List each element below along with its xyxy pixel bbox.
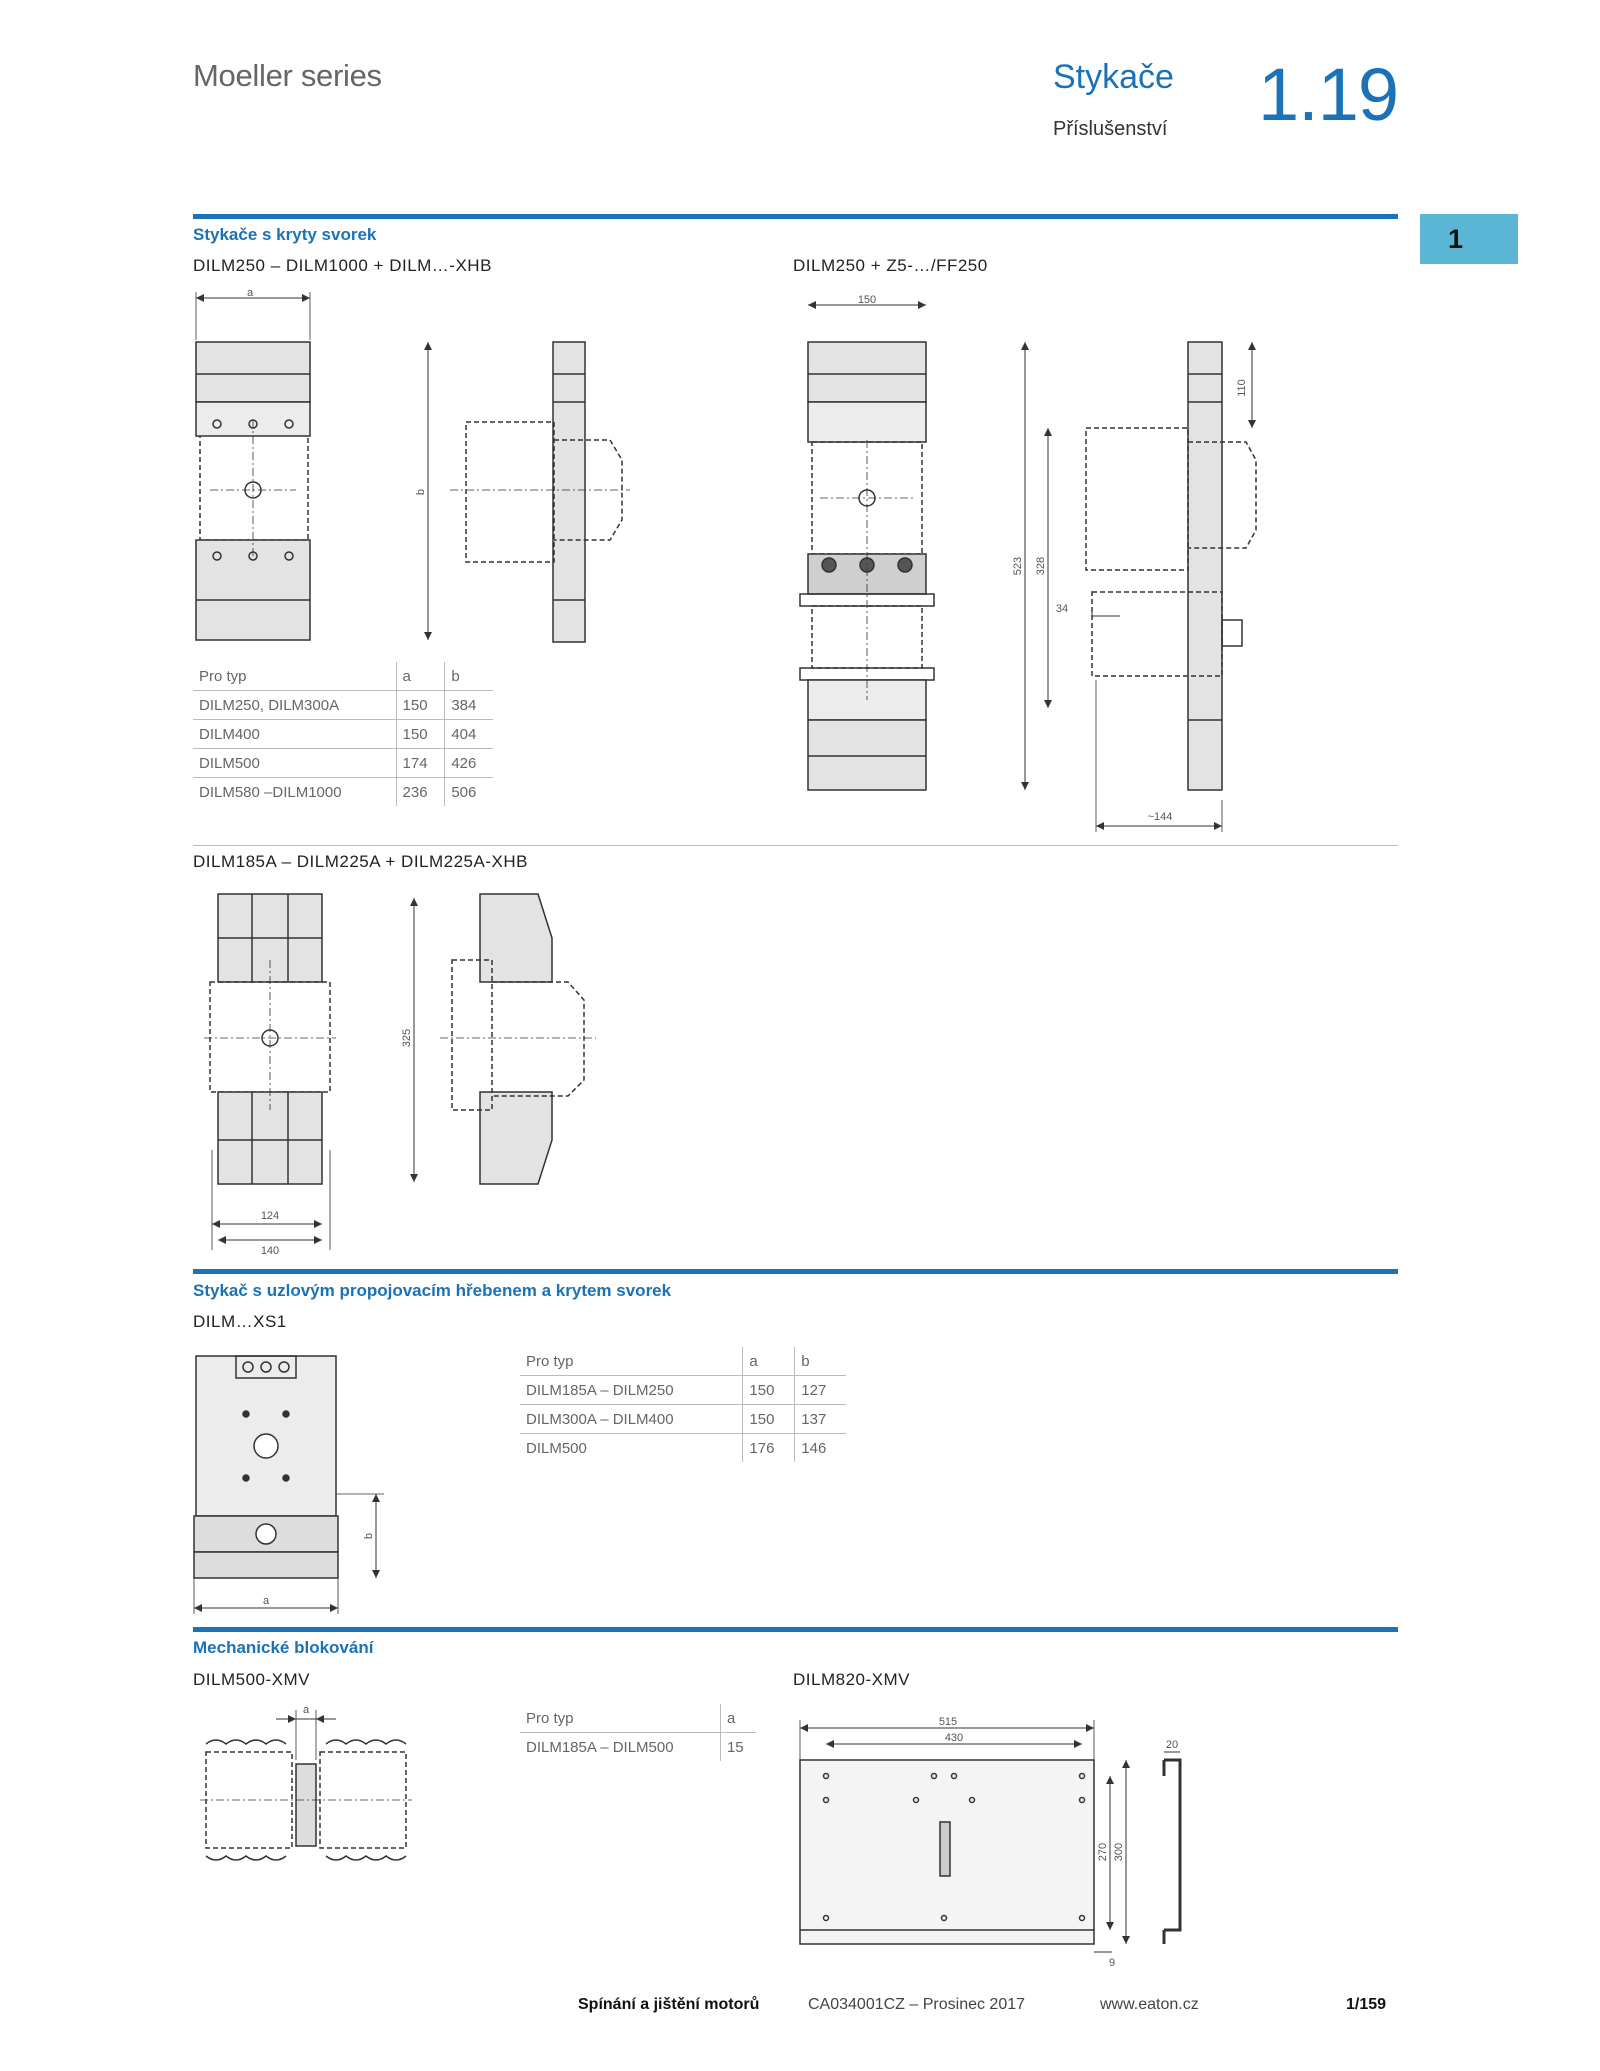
table-row [193, 778, 493, 807]
footer-title: Spínání a jištění motorů [578, 1996, 760, 2013]
table-cell: 404 [445, 720, 493, 749]
svg-text:b: b [415, 488, 427, 496]
table-header: Pro typ [520, 1347, 743, 1376]
table-cell: 150 [743, 1405, 795, 1434]
table-cell: DILM500 [193, 749, 396, 778]
spec-table-terminal-covers [193, 662, 493, 806]
svg-text:140: 140 [260, 1245, 280, 1257]
svg-text:270: 270 [1097, 1842, 1109, 1862]
table-cell: DILM580 –DILM1000 [199, 783, 342, 801]
table-cell: 15 [720, 1733, 756, 1762]
page-number: 1.19 [1258, 53, 1399, 136]
svg-text:430: 430 [944, 1732, 964, 1744]
table-header: a [396, 662, 445, 691]
svg-text:300: 300 [1113, 1842, 1125, 1862]
section-rule [193, 1627, 1398, 1632]
section-rule [193, 1269, 1398, 1274]
chapter-tab-label: 1 [1448, 224, 1464, 254]
spec-table-star-point [520, 1347, 846, 1462]
table-header: Pro typ [193, 662, 396, 691]
figure-title-dilm185a-xhb: DILM185A – DILM225A + DILM225A-XHB [193, 852, 528, 871]
table-header: b [795, 1347, 846, 1376]
table-header: a [720, 1704, 756, 1733]
table-cell: 146 [795, 1434, 846, 1463]
table-cell: DILM500 [526, 1439, 587, 1457]
table-cell: 384 [445, 691, 493, 720]
svg-text:~144: ~144 [1147, 811, 1173, 823]
svg-text:20: 20 [1165, 1739, 1179, 1751]
table-cell: 426 [445, 749, 493, 778]
table-cell: 150 [396, 691, 445, 720]
svg-text:a: a [262, 1595, 270, 1607]
svg-text:110: 110 [1236, 379, 1248, 397]
figure-title-xs1: DILM…XS1 [193, 1312, 287, 1331]
table-cell: DILM300A – DILM400 [520, 1405, 743, 1434]
figure-title-dilm820-xmv: DILM820-XMV [793, 1670, 910, 1689]
footer-catalog: CA034001CZ – Prosinec 2017 [808, 1996, 1026, 2013]
svg-text:325: 325 [401, 1028, 413, 1048]
table-cell: 174 [396, 749, 445, 778]
category-title: Stykače [1053, 58, 1174, 96]
table-row [520, 1434, 846, 1463]
svg-text:124: 124 [260, 1210, 280, 1222]
table-row [193, 720, 493, 749]
table-cell: 506 [445, 778, 493, 807]
svg-text:9: 9 [1108, 1957, 1116, 1969]
table-cell: 150 [743, 1376, 795, 1405]
svg-text:a: a [302, 1704, 310, 1716]
svg-text:b: b [363, 1532, 375, 1540]
table-cell: 176 [743, 1434, 795, 1463]
section-title-star-point: Stykač s uzlovým propojovacím hřebenem a krytem svorek [193, 1281, 672, 1300]
category-subtitle: Příslušenství [1053, 118, 1168, 140]
footer-page: 1/159 [1346, 1996, 1387, 2013]
figure-title-dilm500-xmv: DILM500-XMV [193, 1670, 310, 1689]
divider [193, 845, 1398, 846]
svg-text:a: a [246, 287, 254, 299]
series-title: Moeller series [193, 58, 382, 93]
svg-text:328: 328 [1035, 556, 1047, 576]
table-cell: 236 [396, 778, 445, 807]
table-header: a [743, 1347, 795, 1376]
section-title-terminal-covers: Stykače s kryty svorek [193, 225, 377, 244]
table-cell: DILM250, DILM300A [193, 691, 396, 720]
table-header: b [445, 662, 493, 691]
table-row [520, 1733, 756, 1762]
table-cell: 127 [795, 1376, 846, 1405]
svg-text:515: 515 [938, 1716, 958, 1728]
spec-table-interlock [520, 1704, 756, 1761]
table-header: Pro typ [520, 1704, 720, 1733]
footer-website: www.eaton.cz [1100, 1996, 1199, 2013]
table-cell: 137 [795, 1405, 846, 1434]
svg-text:150: 150 [857, 294, 877, 306]
table-row [520, 1405, 846, 1434]
table-row [193, 749, 493, 778]
table-row [520, 1376, 846, 1405]
table-row [193, 691, 493, 720]
table-cell: DILM185A – DILM500 [526, 1738, 674, 1756]
svg-text:523: 523 [1012, 556, 1024, 576]
section-title-interlock: Mechanické blokování [193, 1638, 374, 1657]
table-cell: DILM185A – DILM250 [520, 1376, 743, 1405]
table-cell: DILM400 [193, 720, 396, 749]
table-cell: 150 [396, 720, 445, 749]
figure-title-dilm250-xhb: DILM250 – DILM1000 + DILM…-XHB [193, 256, 492, 275]
svg-text:34: 34 [1055, 603, 1069, 615]
figure-title-dilm250-ff250: DILM250 + Z5-…/FF250 [793, 256, 988, 275]
